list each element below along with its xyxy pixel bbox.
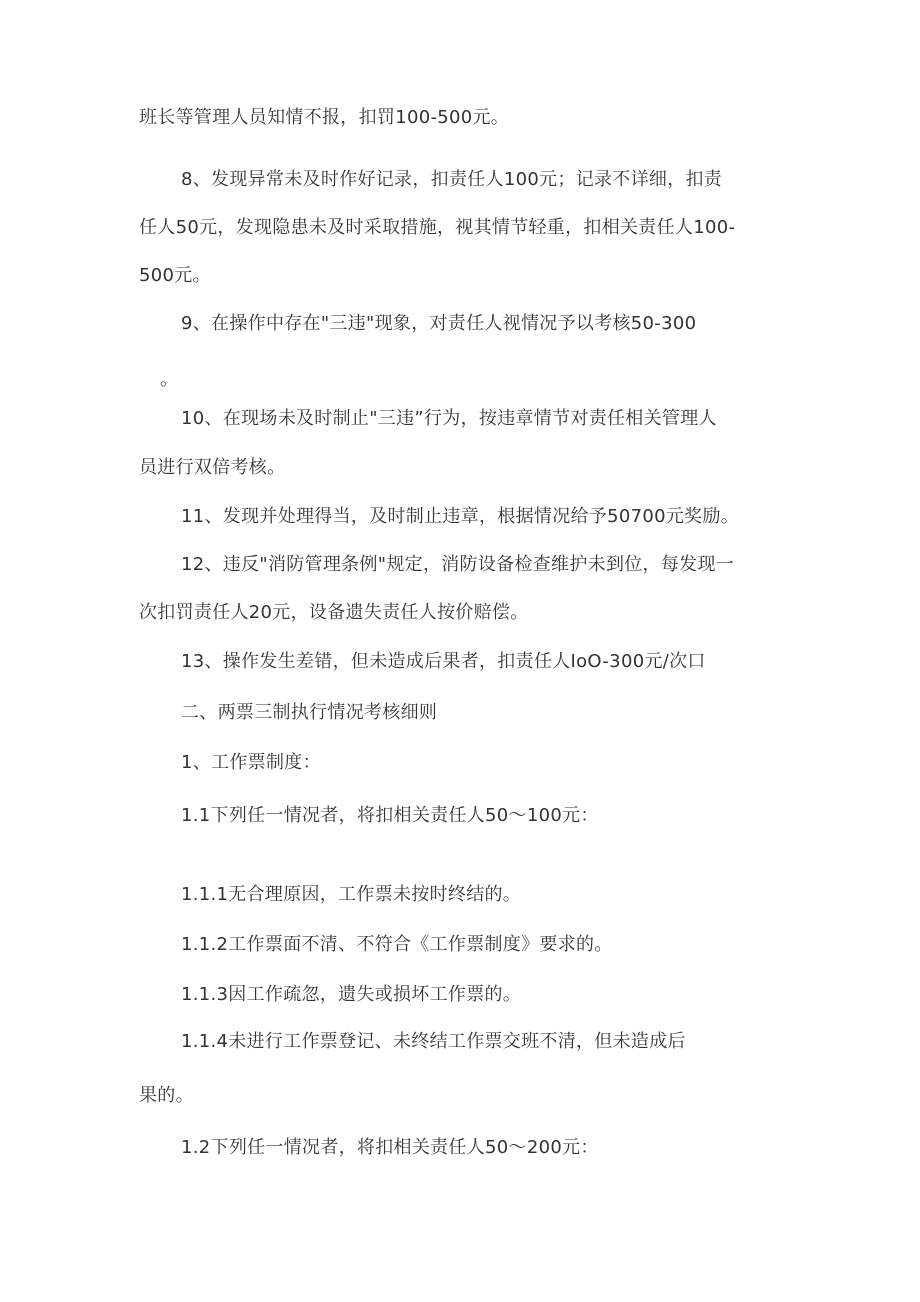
paragraph-line: 1.1下列任一情况者，将扣相关责任人50～100元： [181,805,599,826]
paragraph-line: 班长等管理人员知情不报，扣罚100-500元。 [139,107,510,128]
paragraph-line: 13、操作发生差错，但未造成后果者，扣责任人IoO-300元/次口 [181,651,706,672]
subsection-heading: 1、工作票制度： [181,752,321,773]
paragraph-line: 果的。 [139,1085,194,1106]
paragraph-line: 8、发现异常未及时作好记录，扣责任人100元；记录不详细，扣责 [181,169,723,190]
paragraph-line: 1.1.4未进行工作票登记、未终结工作票交班不清，但未造成后 [181,1031,686,1052]
paragraph-line: 10、在现场未及时制止"三违”行为，按违章情节对责任相关管理人 [181,408,717,429]
paragraph-line: 员进行双倍考核。 [139,457,286,478]
paragraph-line: 1.1.3因工作疏忽，遗失或损坏工作票的。 [181,984,522,1005]
paragraph-line: 12、违反"消防管理条例"规定，消防设备检查维护未到位，每发现一 [181,554,735,575]
paragraph-line: 9、在操作中存在"三违"现象，对责任人视情况予以考核50-300 [181,313,697,334]
paragraph-line: 500元。 [139,265,211,286]
paragraph-line: 1.2下列任一情况者，将扣相关责任人50～200元： [181,1137,599,1158]
paragraph-line: 1.1.2工作票面不清、不符合《工作票制度》要求的。 [181,934,613,955]
paragraph-line: 11、发现并处理得当，及时制止违章，根据情况给予50700元奖励。 [181,506,740,527]
paragraph-line: 。 [160,369,179,390]
paragraph-line: 任人50元，发现隐患未及时采取措施，视其情节轻重，扣相关责任人100- [139,217,736,238]
section-heading: 二、两票三制执行情况考核细则 [181,702,438,723]
paragraph-line: 次扣罚责任人20元，设备遗失责任人按价赔偿。 [139,602,529,623]
paragraph-line: 1.1.1无合理原因，工作票未按时终结的。 [181,884,522,905]
